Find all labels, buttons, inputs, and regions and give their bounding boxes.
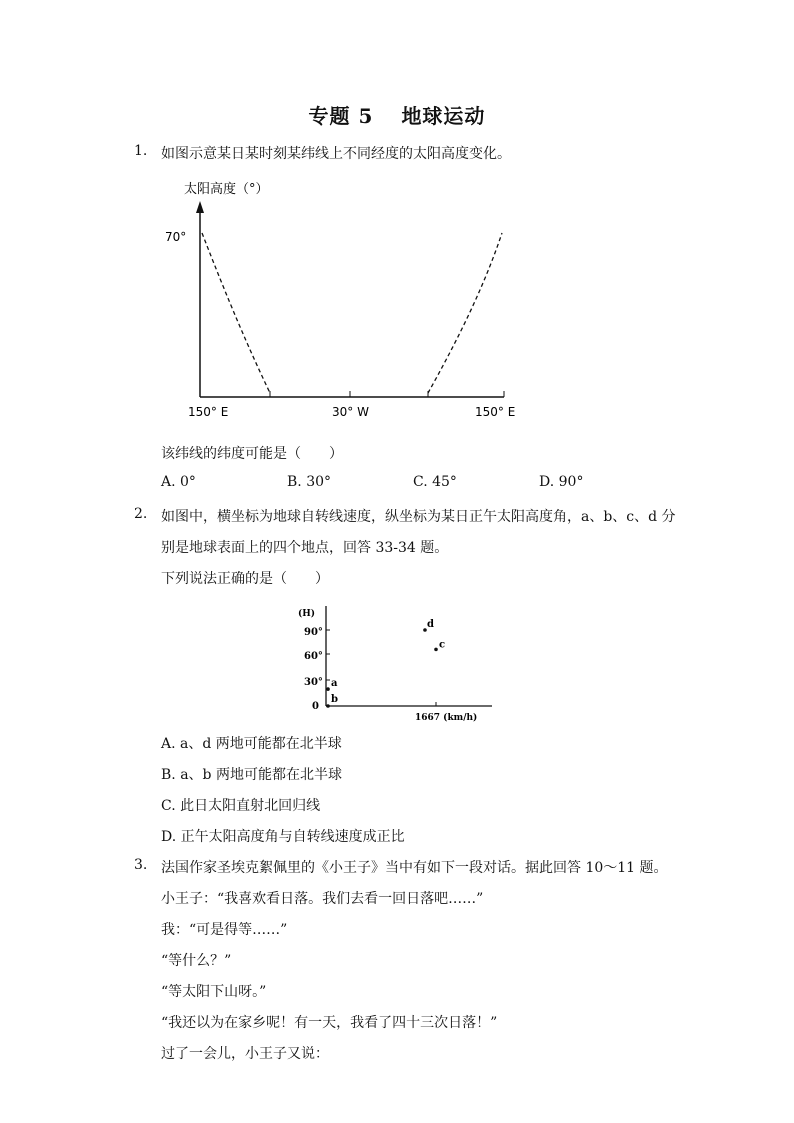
- q1-figure: [150, 175, 550, 425]
- q3-dialogue-line-2: 我：“可是得等……”: [161, 922, 288, 938]
- q3-stem: 法国作家圣埃克絮佩里的《小王子》当中有如下一段对话。据此回答 10～11 题。: [161, 860, 668, 876]
- q2-point-c: [434, 648, 438, 652]
- q1-option-c: C. 45°: [413, 474, 457, 490]
- q2-y-axis-label: (H): [298, 609, 316, 619]
- q1-x-tick-label-2: 30° W: [332, 405, 369, 419]
- q1-y-axis-arrow: [196, 201, 204, 213]
- q3-dialogue-line-1: 小王子：“我喜欢看日落。我们去看一回日落吧……”: [161, 891, 484, 907]
- q2-point-b: [326, 704, 330, 708]
- q3-dialogue-line-3: “等什么？”: [161, 953, 232, 969]
- q1-curve-right: [428, 233, 502, 393]
- q1-option-b: B. 30°: [287, 474, 332, 490]
- q2-y-tick-60: 60°: [304, 651, 323, 662]
- q2-stem-line1: 如图中，横坐标为地球自转线速度，纵坐标为某日正午太阳高度角，a、b、c、d 分: [161, 509, 676, 525]
- q3-dialogue-line-4: “等太阳下山呀。”: [161, 984, 267, 1000]
- q2-point-a: [326, 687, 330, 691]
- q2-point-label-c: c: [439, 639, 446, 651]
- q2-figure: [290, 596, 510, 726]
- q2-y-tick-30: 30°: [304, 677, 323, 688]
- q3-number: 3.: [134, 857, 148, 873]
- q2-y-tick-90: 90°: [304, 627, 323, 638]
- q2-point-label-a: a: [331, 678, 338, 690]
- q1-x-tick-label-1: 150° E: [188, 405, 229, 419]
- q2-point-label-b: b: [331, 694, 338, 705]
- q2-option-c: C. 此日太阳直射北回归线: [161, 798, 321, 814]
- title-part2: 地球运动: [401, 104, 486, 128]
- q1-stem: 如图示意某日某时刻某纬线上不同经度的太阳高度变化。: [161, 146, 511, 162]
- q2-x-axis-label: 1667 (km/h): [415, 713, 478, 723]
- q1-option-d: D. 90°: [539, 474, 584, 490]
- q2-stem-line2: 别是地球表面上的四个地点，回答 33-34 题。: [161, 540, 449, 556]
- q2-y-tick-0: 0: [312, 701, 319, 712]
- q2-option-a: A. a、d 两地可能都在北半球: [161, 736, 342, 752]
- q1-y-tick-70: 70°: [165, 230, 187, 244]
- q2-points: [326, 619, 445, 708]
- q1-number: 1.: [134, 143, 148, 159]
- title-part1: 专题 5: [308, 104, 374, 128]
- q1-x-tick-label-3: 150° E: [475, 405, 516, 419]
- q2-question: 下列说法正确的是（ ）: [161, 571, 329, 587]
- q2-option-d: D. 正午太阳高度角与自转线速度成正比: [161, 829, 405, 845]
- q1-curve-left: [202, 233, 270, 393]
- q3-dialogue-line-6: 过了一会儿，小王子又说：: [161, 1046, 329, 1062]
- q1-y-axis-label: 太阳高度（°）: [184, 182, 269, 197]
- q2-number: 2.: [134, 506, 148, 522]
- q3-dialogue-line-5: “我还以为在家乡呢！有一天，我看了四十三次日落！”: [161, 1015, 498, 1031]
- page-title: [0, 100, 794, 129]
- q2-option-b: B. a、b 两地可能都在北半球: [161, 767, 342, 783]
- q1-option-a: A. 0°: [161, 474, 196, 490]
- q2-point-label-d: d: [426, 619, 434, 630]
- q1-question: 该纬线的纬度可能是（ ）: [161, 446, 343, 462]
